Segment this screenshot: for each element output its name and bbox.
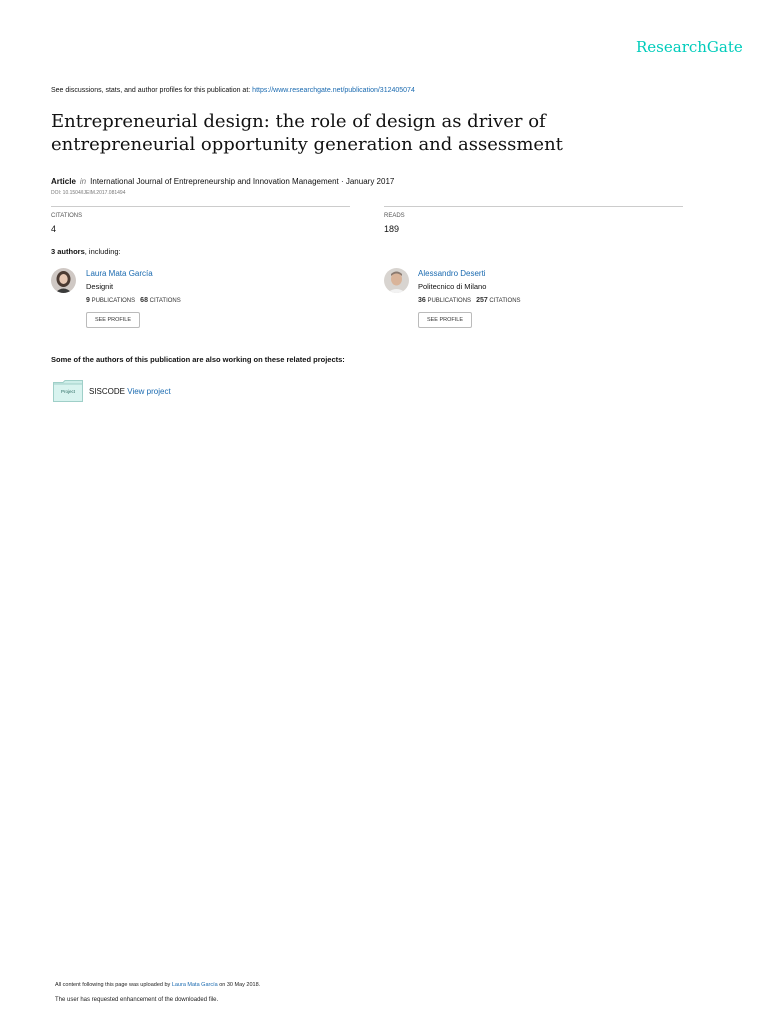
author-name-link[interactable]: Alessandro Deserti (418, 269, 486, 278)
citations-label: CITATIONS (51, 213, 83, 219)
reads-label: READS (384, 213, 405, 219)
author-avatar[interactable] (384, 268, 409, 293)
project-name: SISCODE (89, 387, 126, 396)
see-profile-button[interactable]: SEE PROFILE (418, 312, 472, 328)
citations-value: 4 (51, 224, 57, 234)
in-label: in (79, 177, 87, 186)
author-stats (86, 297, 181, 304)
upload-prefix: All content following this page was uploaded by (55, 982, 172, 988)
upload-suffix: on 30 May 2018. (217, 982, 261, 988)
publications-label: PUBLICATIONS (427, 298, 472, 304)
uploader-link[interactable]: Laura Mata García (171, 982, 218, 988)
publications-count: 9 (86, 297, 90, 304)
author-citations-count: 257 (476, 297, 488, 304)
author-citations-label: CITATIONS (149, 298, 181, 304)
author-name-link[interactable]: Laura Mata García (86, 269, 153, 278)
journal-name: International Journal of Entrepreneurship and Innovation Management · January 2017 (90, 177, 395, 186)
article-meta (51, 177, 394, 186)
upload-note (55, 982, 260, 988)
author-affiliation: Politecnico di Milano (418, 282, 487, 291)
author-affiliation: Designit (86, 282, 114, 291)
publications-count: 36 (418, 297, 426, 304)
researchgate-logo[interactable]: ResearchGate (636, 38, 743, 56)
discussion-text: See discussions, stats, and author profiles for this publication at: (51, 87, 253, 94)
article-title: Entrepreneurial design: the role of design as driver of entrepreneurial opportunity generation and assessment (51, 111, 563, 155)
view-project-link[interactable]: View project (127, 387, 171, 396)
article-type: Article (51, 177, 76, 186)
divider-right (384, 206, 683, 207)
project-icon-label: Project (60, 389, 75, 394)
authors-count (51, 247, 121, 256)
author-citations-count: 68 (140, 297, 148, 304)
see-profile-button[interactable]: SEE PROFILE (86, 312, 140, 328)
discussion-line (51, 87, 415, 94)
project-entry (89, 387, 171, 396)
authors-count-suffix: , including: (84, 247, 121, 256)
publication-url-link[interactable]: https://www.researchgate.net/publication/312405074 (252, 87, 415, 94)
author-citations-label: CITATIONS (489, 298, 521, 304)
project-folder-icon (53, 380, 83, 402)
related-projects-heading: Some of the authors of this publication are also working on these related projects: (51, 355, 345, 364)
publications-label: PUBLICATIONS (91, 298, 136, 304)
reads-value: 189 (384, 224, 400, 234)
author-avatar[interactable] (51, 268, 76, 293)
authors-count-number: 3 authors (51, 247, 85, 256)
doi: DOI: 10.1504/IJEIM.2017.081494 (51, 190, 126, 196)
divider-left (51, 206, 350, 207)
enhancement-note: The user has requested enhancement of the downloaded file. (55, 997, 219, 1003)
author-stats (418, 297, 521, 304)
